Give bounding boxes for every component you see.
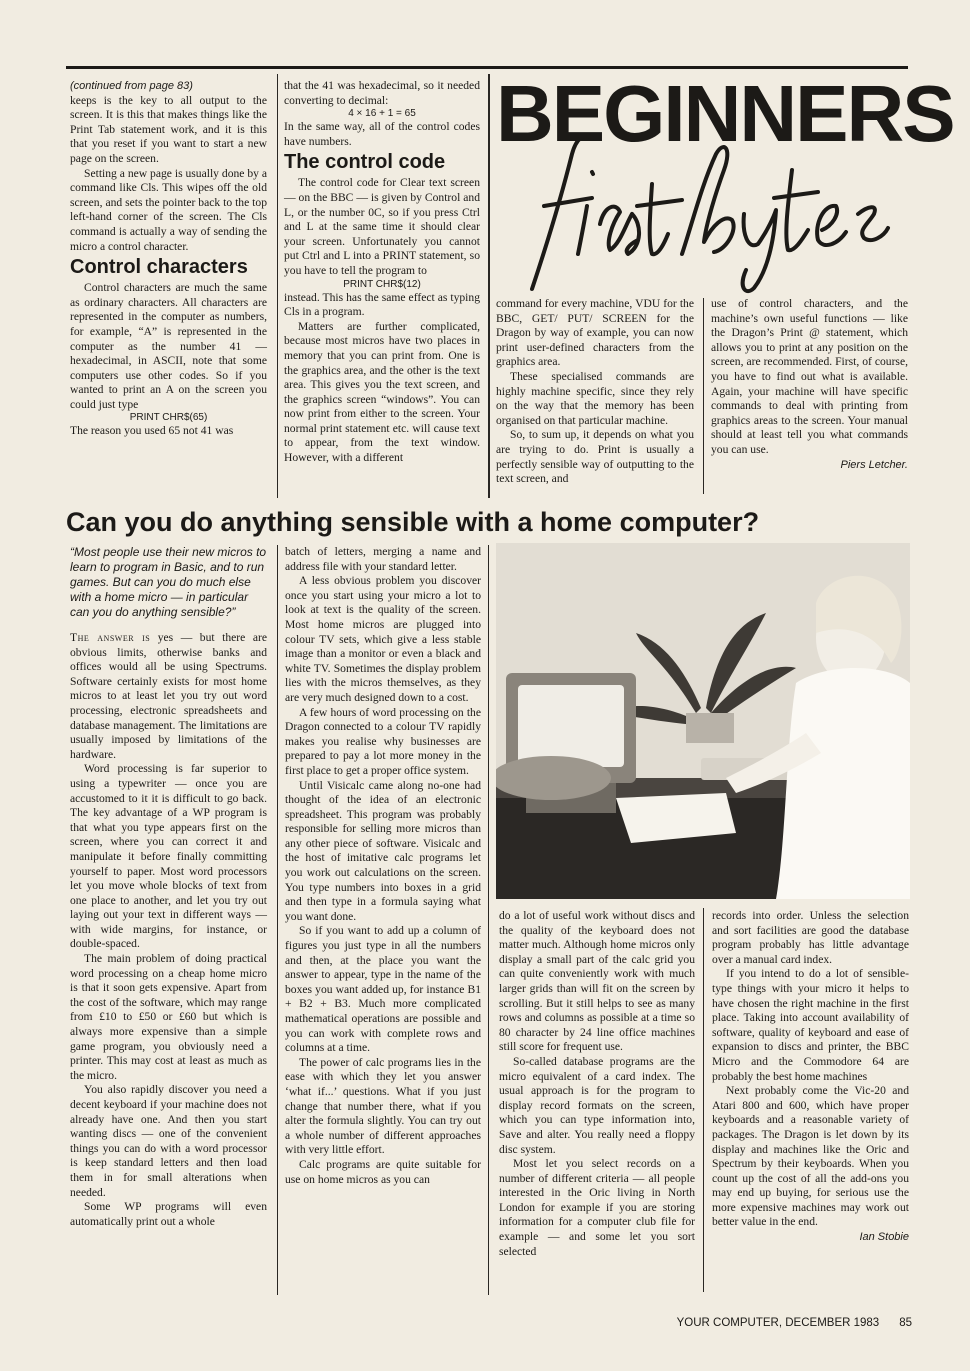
- paragraph: do a lot of useful work without discs and the quality of the keyboard does not matter much. Although home micros only display a small part of the calc grid you can quite conveniently work with much larger grids than will fit on the screen by scrolling. But it still helps to see as many rows and columns as possible at a time so 80 character by 24 line office machines still score for frequent use.: [499, 909, 695, 1054]
- magazine-issue: YOUR COMPUTER, DECEMBER 1983: [676, 1317, 880, 1329]
- paragraph: command for every machine, VDU for the BBC, GET/ PUT/ SCREEN for the Dragon by way of example, you can now print user-defined characters from the graphics area.: [496, 297, 694, 369]
- paragraph: use of control characters, and the machine’s own useful functions — like the Dragon’s Print @ statement, which allows you to print at any position on the screen, are recommended. First, of course, you have to find out what is available. Again, your machine will have specific commands to deal with printing from graphics areas to the screen. Your manual should at least tell you what commands you can use.: [711, 297, 908, 456]
- code-line: PRINT CHR$(12): [343, 278, 421, 290]
- paragraph: In the same way, all of the control codes have numbers.: [284, 120, 480, 148]
- paragraph: So-called database programs are the micro equivalent of a card index. The usual approach is for the program to display record formats on the screen, which you can type information into, Save and alter. You really need a floppy disc system.: [499, 1054, 695, 1156]
- paragraph: The main problem of doing practical word processing on a cheap home micro is that it soon gets expensive. Apart from the cost of the software, which may range from £10 to £50 or £60 but which is always more expensive than a simple game program, you obviously need a printer. This may cost at least as much as the micro.: [70, 952, 267, 1082]
- column-divider: [277, 545, 278, 1295]
- top-article-column-3: [496, 297, 694, 487]
- paragraph: Matters are further complicated, because most micros have two places in memory that you can print from. One is the graphics area, and the other is the text area. This gives you the text screen, and the graphics screen “windows”. You can now print from either to the screen. Your normal print statement etc. will cause text to appear, from the text window. However, with a different: [284, 319, 480, 465]
- paragraph: So if you want to add up a column of figures you just type in all the numbers and then, at the place you want the answer to appear, type in the name of the boxes you want added up, for instance B1 + B2 + B3. Much more complicated mathematical operations are possible and you can work with complete rows and columns at a time.: [285, 924, 481, 1055]
- section-heading: Control characters: [70, 256, 248, 279]
- column-divider: [703, 298, 704, 494]
- paragraph: records into order. Unless the selection and sort facilities are good the database program probably has little advantage over a manual card index.: [712, 909, 909, 966]
- bottom-article-column-2: [285, 545, 481, 1187]
- bottom-article-column-1: [70, 545, 267, 1229]
- top-article-column-2: [284, 79, 480, 466]
- bottom-article-column-4: [712, 909, 909, 1245]
- continued-note: (continued from page 83): [70, 80, 193, 92]
- paragraph: So, to sum up, it depends on what you are trying to do. Print is usually a perfectly sensible way of outputting to the text screen, and: [496, 428, 694, 486]
- paragraph: A less obvious problem you discover once you start using your micro a lot to look at text is the quality of the screen. Most home micros are plugged into colour TV sets, which give a less stable image than a monitor or even a black and white TV. Sometimes the display problem lies with the micros themselves, as they are very much designed down to a cost.: [285, 574, 481, 704]
- paragraph: Most let you select records on a number of different criteria — all people interested in the Oric living in North London for example if you are storing information for a computer club file for example — and some let you sort selected: [499, 1157, 695, 1258]
- section-heading: The control code: [284, 151, 446, 174]
- paragraph: Some WP programs will even automatically print out a whole: [70, 1200, 267, 1228]
- paragraph: instead. This has the same effect as typing Cls in a program.: [284, 290, 480, 319]
- paragraph: Calc programs are quite suitable for use on home micros as you can: [285, 1157, 481, 1186]
- paragraph: Until Visicalc came along no-one had thought of the idea of an electronic spreadsheet. This program was probably responsible for selling more micros than any other piece of software. Visicalc and the host of imitative calc programs let you work out calculations on the screen. You type numbers into boxes in a grid and then type in a formula saying what you want done.: [285, 778, 481, 923]
- beginners-banner: [492, 69, 954, 294]
- author-signature: Piers Letcher.: [840, 458, 908, 471]
- paragraph: The control code for Clear text screen — on the BBC — is given by Control and L, or the number 0C, so if you press Ctrl and L at the same time it should clear your screen. Unfortunately you cannot put Ctrl and L into a PRINT statement, so you have to tell the program to: [284, 176, 480, 277]
- photo-illustration: [496, 543, 910, 899]
- column-divider: [488, 74, 490, 498]
- article-headline: Can you do anything sensible with a home computer?: [66, 507, 760, 537]
- paragraph: Next probably come the Vic-20 and Atari 800 and 600, which have proper keyboards and a reasonable variety of packages. The Dragon is let down by its display and machines like the Oric and Spectrum by their keyboards. When you count up the cost of all the add-ons you may end up buying, for serious use the more expensive machines may work out better value in the end.: [712, 1084, 909, 1229]
- author-signature: Ian Stobie: [859, 1231, 909, 1244]
- paragraph: You also rapidly discover you need a decent keyboard if your machine does not already have one. And then you start wanting discs — one of the convenient things you can do with a word processor is keep standard letters and then load them in for small alterations when needed.: [70, 1083, 267, 1199]
- column-divider: [703, 908, 704, 1292]
- paragraph: Control characters are much the same as ordinary characters. All characters are represented in the computer as numbers, for example, “A” is represented in the computer as the number 41 — hexadecimal, in ASCII, note that some computers use other codes. So if you wanted to print an A on the screen you could just type: [70, 281, 267, 411]
- column-divider: [488, 545, 489, 1295]
- top-article-column-4: [711, 297, 908, 472]
- paragraph: batch of letters, merging a name and address file with your standard letter.: [285, 545, 481, 573]
- top-article-column-1: [70, 79, 267, 439]
- code-line: PRINT CHR$(65): [129, 412, 208, 424]
- article-photo: [496, 543, 910, 899]
- paragraph: These specialised commands are highly machine specific, since they rely on the way that the memory has been organised on that particular machine.: [496, 369, 694, 427]
- paragraph: [70, 631, 267, 762]
- paragraph: The reason you used 65 not 41 was: [70, 424, 234, 438]
- banner-title: BEGINNERS: [496, 69, 954, 158]
- paragraph: Setting a new page is usually done by a command like Cls. This wipes off the old screen, and sets the pointer back to the top left-hand corner of the screen. The Cls command is actually a way of sending the micro a control character.: [70, 166, 267, 253]
- opening-words: The answer is: [70, 631, 151, 644]
- page-number: 85: [899, 1317, 912, 1329]
- paragraph: Word processing is far superior to using a typewriter — once you are accustomed to it it is difficult to go back. The key advantage of a WP program is that what you type appears first on the screen, where you can correct it and manipulate it before finally committing yourself to paper. Most word processors let you move whole blocks of text from one place to another, and let you try out laying out your text in different ways — with wide margins, for instance, or double-spaced.: [70, 762, 267, 951]
- paragraph: If you intend to do a lot of sensible-type things with your micro it helps to have chosen the right machine in the first place. Taking into account availability of software, quality of keyboard and ease of expansion to discs and printer, the BBC Micro and the Commodore 64 are probably the best home machines: [712, 967, 909, 1083]
- paragraph-text: yes — but there are obvious limits, otherwise banks and offices would all be using Spectrums. Software certainly exists for most home micros to at least let you try out word processing, electronic spreadsheets and database management. The limitations are usually imposed by limitations of the hardware.: [70, 631, 267, 761]
- paragraph: keeps is the key to all output to the screen. It is this that makes things like the Print Tab statement work, and it is this that you reset if you want to start a new page on the screen.: [70, 93, 267, 165]
- page-footer: [660, 1317, 912, 1329]
- bottom-article-column-3: [499, 909, 695, 1259]
- paragraph: that the 41 was hexadecimal, so it needed converting to decimal:: [284, 79, 480, 107]
- formula-line: 4 × 16 + 1 = 65: [348, 108, 416, 120]
- standfirst: “Most people use their new micros to learn to program in Basic, and to run games. But can you do much else with a home micro — in particular can you do anything sensible?”: [70, 545, 267, 619]
- column-divider: [277, 74, 278, 498]
- paragraph: A few hours of word processing on the Dragon connected to a colour TV rapidly makes you realise why businesses are prepared to pay a lot more money in the first place to get a proper office system.: [285, 705, 481, 777]
- paragraph: The power of calc programs lies in the ease with which they let you answer ‘what if...’ questions. What if you just change that number there, what if you alter the formula slightly. You can try out a whole number of different approaches with very little effort.: [285, 1055, 481, 1157]
- first-bytes-logo: [492, 74, 912, 294]
